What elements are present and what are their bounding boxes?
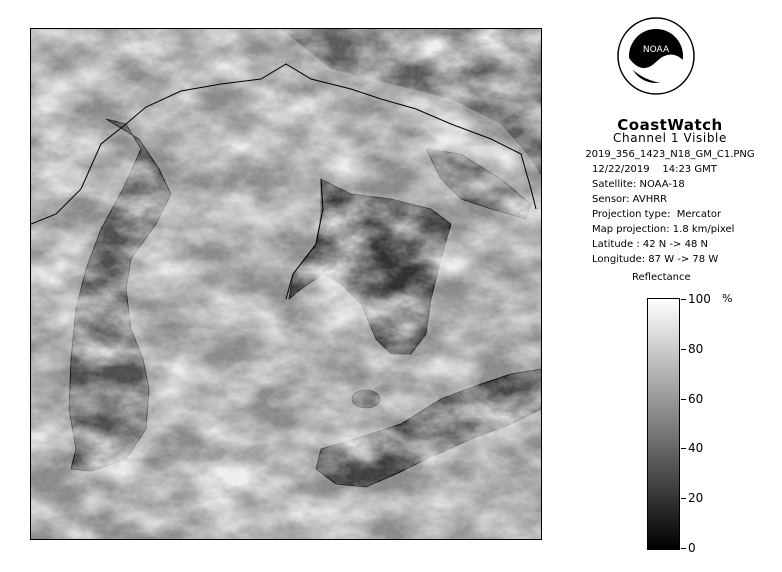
colorbar-tick-label: 20 bbox=[688, 491, 704, 506]
noaa-logo-icon bbox=[616, 16, 696, 96]
image-speckle bbox=[31, 29, 542, 540]
colorbar-tick-label: 0 bbox=[688, 541, 696, 555]
colorbar-tick bbox=[681, 399, 686, 400]
legend-title: Reflectance bbox=[632, 272, 691, 283]
colorbar-tick bbox=[681, 299, 686, 300]
noaa-logo-text: NOAA bbox=[642, 45, 670, 55]
map-svg bbox=[31, 29, 542, 540]
longitude-range: Longitude: 87 W -> 78 W bbox=[592, 254, 719, 265]
reflectance-colorbar bbox=[647, 298, 680, 550]
acquisition-datetime: 12/22/2019 14:23 GMT bbox=[592, 164, 717, 175]
colorbar-tick bbox=[681, 349, 686, 350]
colorbar-tick-label: 80 bbox=[688, 341, 704, 356]
colorbar-tick bbox=[681, 548, 686, 549]
satellite-name: Satellite: NOAA-18 bbox=[592, 179, 685, 190]
colorbar-tick-label: 40 bbox=[688, 441, 704, 456]
colorbar-tick bbox=[681, 498, 686, 499]
colorbar-tick bbox=[681, 448, 686, 449]
projection-type: Projection type: Mercator bbox=[592, 209, 722, 220]
sensor-name: Sensor: AVHRR bbox=[592, 194, 668, 205]
noaa-logo bbox=[616, 16, 696, 96]
colorbar-tick-label: 100 bbox=[688, 292, 711, 306]
map-projection: Map projection: 1.8 km/pixel bbox=[592, 224, 735, 235]
legend-unit: % bbox=[722, 292, 733, 305]
file-name: 2019_356_1423_N18_GM_C1.PNG bbox=[585, 149, 755, 160]
satellite-image-map bbox=[30, 28, 542, 540]
latitude-range: Latitude : 42 N -> 48 N bbox=[592, 239, 708, 250]
channel-subtitle: Channel 1 Visible bbox=[613, 131, 727, 145]
colorbar-tick-label: 60 bbox=[688, 391, 704, 406]
product-title: CoastWatch bbox=[617, 116, 723, 134]
